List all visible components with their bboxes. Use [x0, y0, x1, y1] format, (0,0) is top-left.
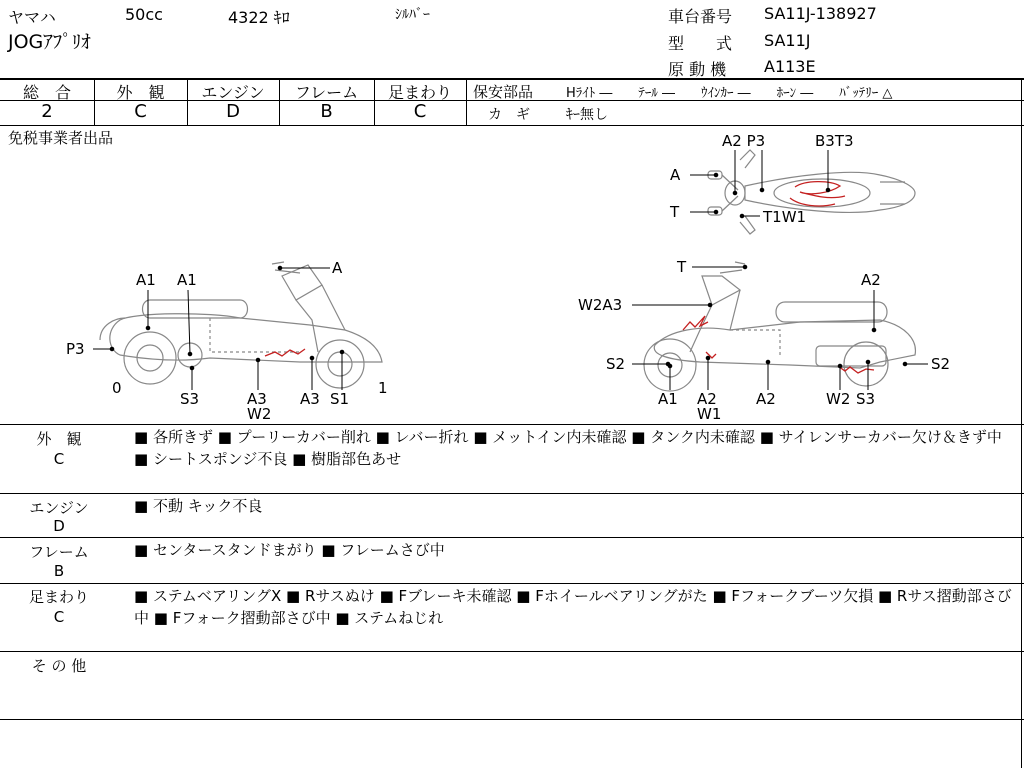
rating-value-frame: B [320, 101, 333, 122]
diagram-label: S3 [180, 390, 200, 408]
diagram-label: W2 [247, 405, 272, 423]
frame-number-label: 車台番号 [668, 7, 733, 26]
frame-number-value: SA11J-138927 [764, 4, 877, 23]
scooter-diagram [0, 126, 1020, 423]
rating-value-suspension: C [413, 101, 427, 122]
rating-header-suspension: 足まわり [387, 83, 452, 102]
section-text: ■ 不動 キック不良 [134, 497, 263, 515]
maker: ヤマハ [8, 8, 56, 27]
rating-value-engine: D [226, 101, 240, 122]
tax-exempt-note: 免税事業者出品 [8, 129, 114, 147]
diagram-label: S2 [606, 355, 626, 373]
section-label: 外 観 [36, 430, 82, 448]
diagram-label: A2 [861, 271, 881, 289]
rating-header-frame: フレーム [294, 83, 359, 102]
diagram-label: T1W1 [763, 208, 807, 226]
diagram-label: A1 [177, 271, 197, 289]
rating-header-overall: 総 合 [22, 83, 71, 102]
section-text: ■ センタースタンドまがり ■ フレームさび中 [134, 541, 445, 559]
diagram-label: S3 [856, 390, 876, 408]
divider [466, 78, 467, 125]
rating-header-engine: エンジン [201, 83, 265, 102]
section-label: フレーム [29, 543, 89, 561]
diagram-label: A2 [756, 390, 776, 408]
diagram-label: T [677, 258, 687, 276]
diagram-label: W2 [826, 390, 851, 408]
section-grade: C [53, 450, 65, 468]
diagram-label: S1 [330, 390, 350, 408]
divider [0, 493, 1024, 494]
key-value: ｷｰ無し [566, 107, 608, 123]
key-label: カ ギ [488, 107, 530, 123]
section-label: エンジン [29, 499, 89, 517]
diagram-label: A [332, 259, 343, 277]
diagram-label: A3 [300, 390, 320, 408]
engine-model-value: A113E [764, 57, 816, 76]
section-label: そ の 他 [31, 657, 87, 675]
mileage: 4322 ｷﾛ [228, 8, 290, 27]
rating-value-exterior: C [134, 101, 147, 122]
section-grade: D [53, 517, 65, 535]
section-label: 足まわり [28, 588, 89, 606]
rating-value-overall: 2 [41, 101, 53, 122]
diagram-label: S2 [931, 355, 951, 373]
rating-header-exterior: 外 観 [116, 83, 165, 102]
diagram-label: A3 [247, 390, 267, 408]
diagram-label: A [670, 166, 681, 184]
type-value: SA11J [764, 31, 811, 50]
divider [1021, 78, 1022, 768]
diagram-label: W2A3 [578, 296, 623, 314]
section-grade: C [53, 608, 65, 626]
safety-parts-label: 保安部品 [473, 83, 534, 101]
divider [0, 719, 1024, 720]
diagram-label: T [670, 203, 680, 221]
divider [0, 424, 1024, 425]
diagram-label: B3T3 [815, 132, 854, 150]
color: ｼﾙﾊﾞｰ [395, 7, 430, 23]
diagram-label: A1 [136, 271, 156, 289]
engine-model-label: 原 動 機 [668, 60, 727, 79]
section-text: ■ ステムベアリングX ■ Rサスぬけ ■ Fブレーキ未確認 ■ Fホイールベアリングがた ■ Fフォークブーツ欠損 ■ Rサス摺動部さび中 ■ Fフォーク摺動部さび中 ■ ステムねじれ [134, 587, 1012, 627]
diagram-label: A2 P3 [722, 132, 766, 150]
safety-parts-items: Hﾗｲﾄ ― ﾃｰﾙ ― ｳｲﾝｶｰ ― ﾎｰﾝ ― ﾊﾞｯﾃﾘｰ △ [566, 86, 893, 101]
diagram-label: W1 [697, 405, 722, 423]
divider [0, 651, 1024, 652]
divider [0, 583, 1024, 584]
section-text: ■ 各所きず ■ プーリーカバー削れ ■ レバー折れ ■ メットイン内未確認 ■ タンク内未確認 ■ サイレンサーカバー欠け＆きず中 ■ シートスポンジ不良 ■ 樹脂部色あせ [134, 428, 1002, 468]
diagram-label: 0 [112, 379, 122, 397]
type-label: 型 式 [668, 34, 733, 53]
divider [0, 537, 1024, 538]
model-name: JOGｱﾌﾟﾘｵ [8, 31, 91, 53]
displacement: 50cc [125, 5, 163, 24]
top-view [708, 150, 915, 234]
diagram-label: A1 [658, 390, 678, 408]
diagram-label: P3 [66, 340, 85, 358]
diagram-label: 1 [378, 379, 388, 397]
diagram-label: A2 [697, 390, 717, 408]
section-grade: B [53, 562, 65, 580]
